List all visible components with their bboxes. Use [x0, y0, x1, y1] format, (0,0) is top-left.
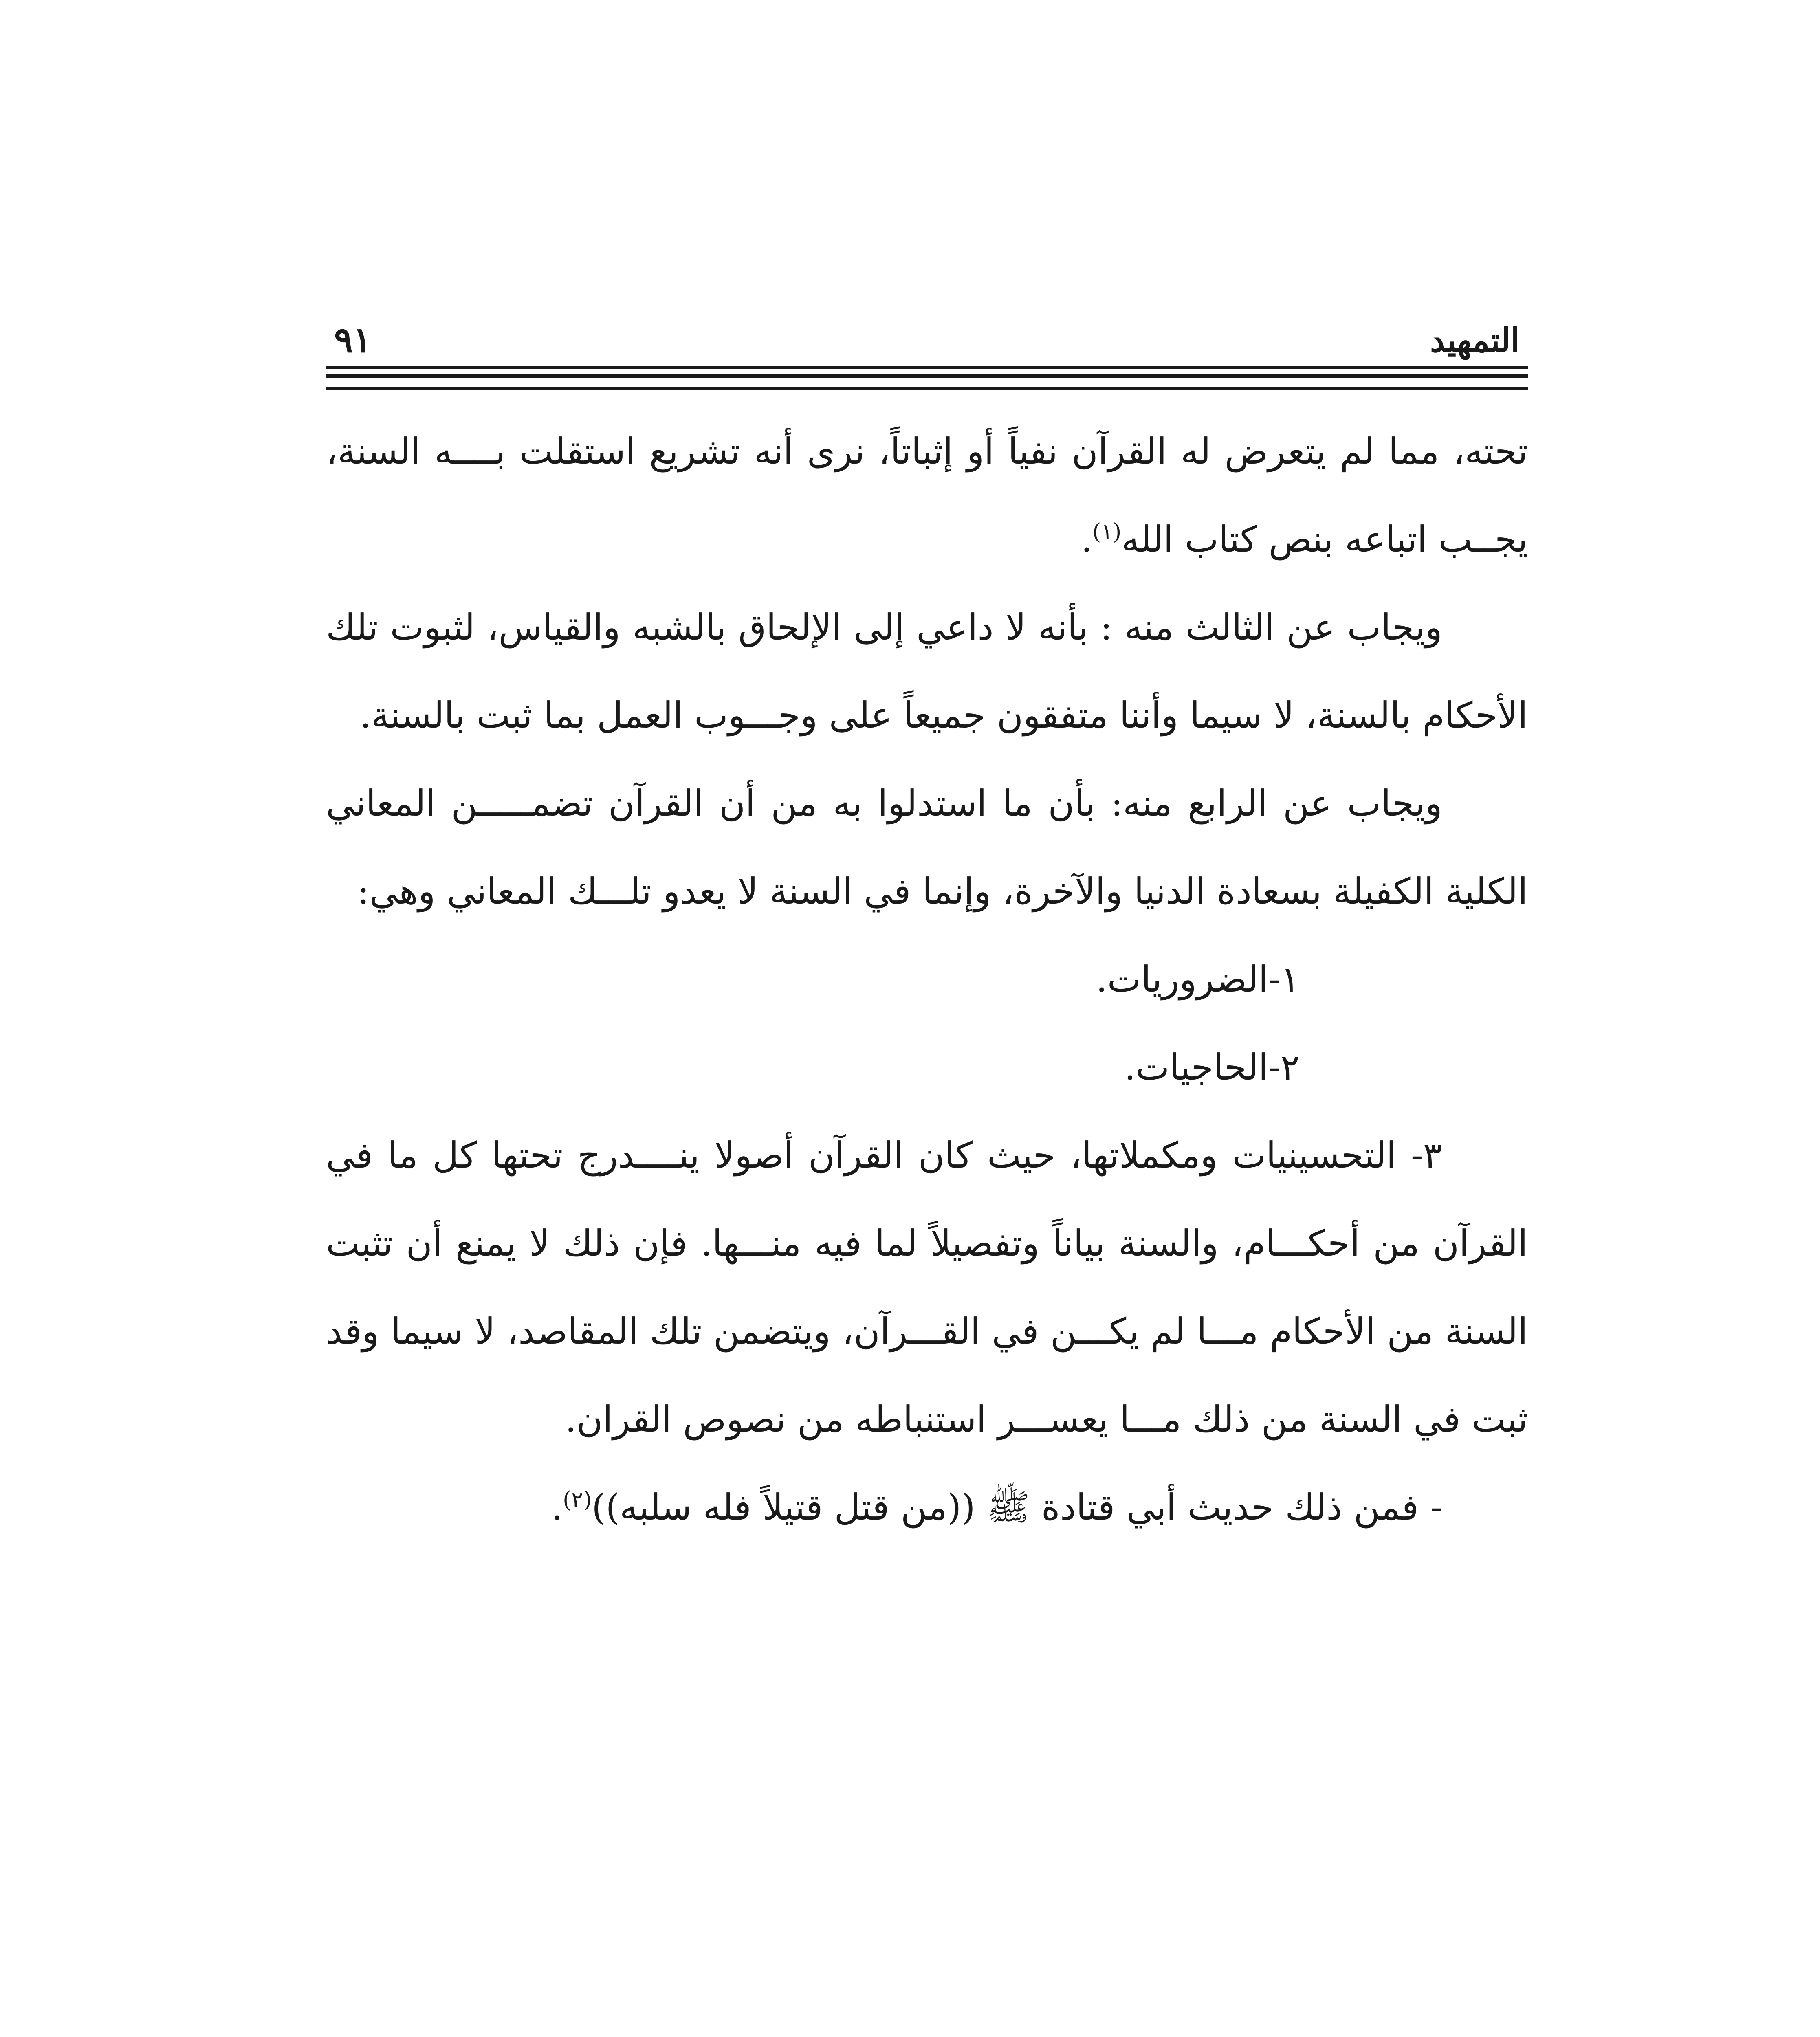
footnote-ref: (١)	[1092, 519, 1122, 545]
list-item: ١-الضروريات.	[1096, 958, 1300, 1000]
paragraph: ٣- التحسينيات ومكملاتها، حيث كان القرآن أصولا ينــــدرج تحتها كل ما في القرآن من أحكـــام، والسنة بياناً وتفصيلاً لما فيه منـــها. فإن ذلك لا يمنع أن تثبت السنة من الأحكام مـــا لم يكـــن في القـــرآن، ويتضمن تلك المقاصد، لا سيما وقد ثبت في السنة من ذلك مـــا يعســـر استنباطه من نصوص القران.	[326, 1134, 1528, 1440]
header-double-rule	[326, 374, 1528, 390]
header-rule	[326, 366, 1528, 369]
page-header	[326, 318, 1528, 367]
paragraph-text: تحته، مما لم يتعرض له القرآن نفياً أو إثباتاً، نرى أنه تشريع استقلت بــــه السنة، يجــب اتباعه بنص كتاب الله	[326, 430, 1528, 560]
hadith-paragraph	[326, 1463, 1528, 1551]
page-number: ٩١	[334, 319, 372, 361]
paragraph: ويجاب عن الثالث منه : بأنه لا داعي إلى الإلحاق بالشبه والقياس، لثبوت تلك الأحكام بالسنة، لا سيما وأننا متفقون جميعاً على وجـــوب العمل بما ثبت بالسنة.	[326, 606, 1528, 736]
paragraph	[326, 407, 1528, 583]
main-text	[326, 407, 1528, 1551]
running-title: التمهيد	[1430, 321, 1520, 359]
paragraph-end: .	[1081, 518, 1093, 560]
book-page	[326, 318, 1528, 2037]
list-item: ٢-الحاجيات.	[1124, 1046, 1300, 1088]
paragraph: ويجاب عن الرابع منه: بأن ما استدلوا به من أن القرآن تضمـــــن المعاني الكلية الكفيلة بسعادة الدنيا والآخرة، وإنما في السنة لا يعدو تلـــك المعاني وهي:	[326, 782, 1528, 912]
hadith-text: - فمن ذلك حديث أبي قتادة ﷺ ((من قتل قتيلاً فله سلبه))	[592, 1486, 1442, 1528]
footnote-ref: (٢)	[563, 1487, 592, 1513]
paragraph-end: .	[551, 1486, 563, 1528]
